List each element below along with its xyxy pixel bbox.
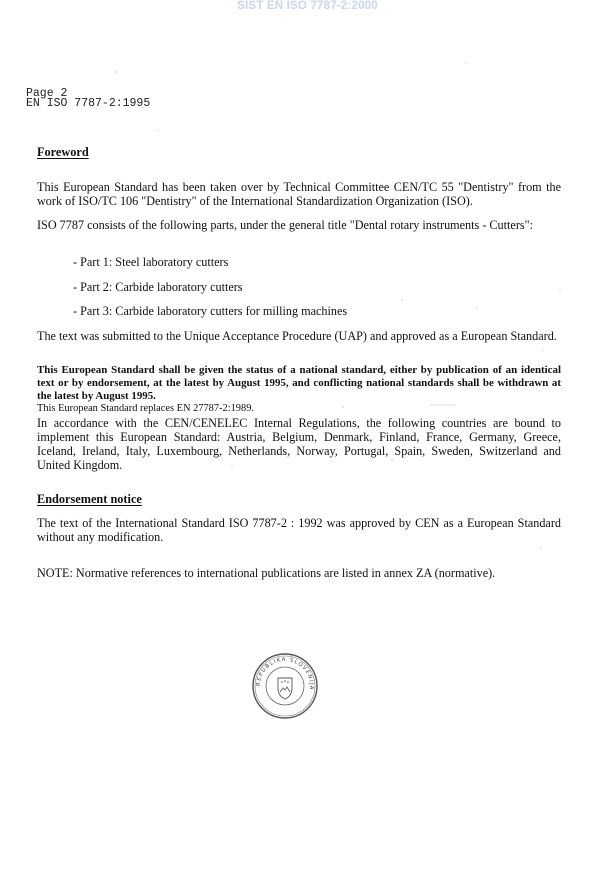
normative-note: NOTE: Normative references to international publications are listed in annex ZA (normative). bbox=[37, 566, 496, 580]
page-label: Page 2 bbox=[26, 87, 68, 100]
foreword-paragraph-2: ISO 7787 consists of the following parts, under the general title "Dental rotary instruments - Cutters": bbox=[37, 218, 533, 232]
foreword-paragraph-1: This European Standard has been taken over by Technical Committee CEN/TC 55 "Dentistry" from the work of ISO/TC 106 "Dentistry" of the International Standardization Organization (ISO). bbox=[37, 180, 561, 208]
part-2-item: - Part 2: Carbide laboratory cutters bbox=[73, 280, 243, 294]
doc-id: EN ISO 7787-2:1995 bbox=[26, 97, 151, 110]
seal-text: REPUBLIKA SLOVENIJA bbox=[255, 656, 315, 691]
status-note: This European Standard shall be given the status of a national standard, either by publication of an identical text or by endorsement, at the latest by August 1995, and conflicting national standards shall be withdrawn at the latest by August 1995. bbox=[37, 364, 561, 402]
foreword-paragraph-4: In accordance with the CEN/CENELEC Internal Regulations, the following countries are bound to implement this European Standard: Austria, Belgium, Denmark, Finland, France, Germany, Greece, Iceland, Ireland, Italy, Luxembourg, Netherlands, Norway, Portugal, Spain, Sweden, Switzerland and United Kingdom. bbox=[37, 416, 561, 472]
watermark: SIST EN ISO 7787-2:2000 bbox=[237, 0, 378, 12]
foreword-paragraph-3: The text was submitted to the Unique Acceptance Procedure (UAP) and approved as a European Standard. bbox=[37, 329, 557, 343]
foreword-heading: Foreword bbox=[37, 145, 89, 159]
part-3-item: - Part 3: Carbide laboratory cutters for milling machines bbox=[73, 304, 348, 318]
endorsement-paragraph: The text of the International Standard ISO 7787-2 : 1992 was approved by CEN as a European Standard without any modification. bbox=[37, 516, 561, 544]
endorsement-heading: Endorsement notice bbox=[37, 492, 142, 506]
official-seal-stamp bbox=[251, 652, 319, 720]
replaces-note: This European Standard replaces EN 27787-2:1989. bbox=[37, 403, 254, 414]
part-1-item: - Part 1: Steel laboratory cutters bbox=[73, 255, 229, 269]
